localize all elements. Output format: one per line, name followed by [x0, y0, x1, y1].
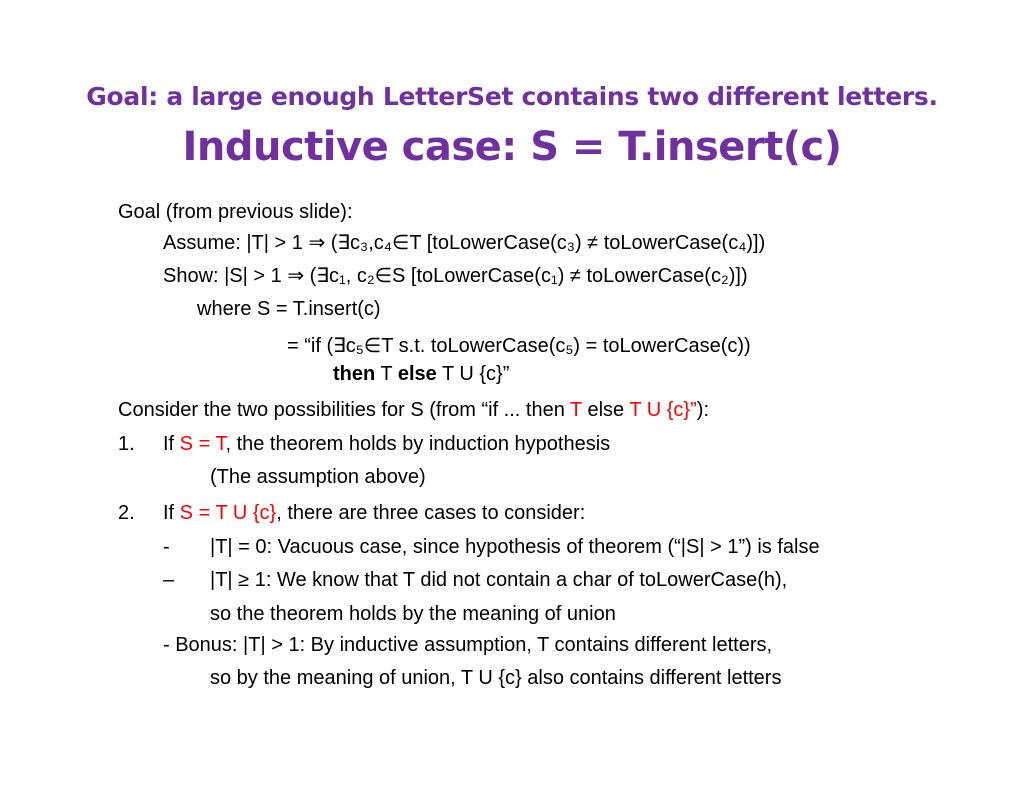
consider-text: Consider the two possibilities for S (from “if ... then [118, 399, 571, 421]
then-else-line [333, 362, 509, 386]
definition-line: = “if (∃c₅∈T s.t. toLowerCase(c₅) = toLowerCase(c)) [287, 335, 751, 357]
consider-else: else [581, 399, 630, 421]
case1-text: , the theorem holds by induction hypothesis [225, 433, 611, 455]
subcase1-text: |T| = 0: Vacuous case, since hypothesis of theorem (“|S| > 1”) is false [210, 536, 820, 558]
bonus-continued: so by the meaning of union, T U {c} also contains different letters [210, 667, 782, 689]
consider-tuc: T U {c}” [629, 399, 697, 421]
subcase2-continued: so the theorem holds by the meaning of union [210, 603, 616, 625]
else-keyword: else [397, 363, 437, 385]
consider-end: ): [696, 399, 709, 421]
slide-title: Inductive case: S = T.insert(c) [182, 124, 842, 170]
case1-number: 1. [118, 433, 135, 455]
case2-if: If [163, 502, 180, 524]
then-keyword: then [333, 363, 376, 385]
consider-t: T [570, 399, 582, 421]
case2-line [163, 501, 585, 525]
else-value: T U {c}” [436, 363, 510, 385]
bonus-line: - Bonus: |T| > 1: By inductive assumption, T contains different letters, [163, 634, 773, 656]
show-line: Show: |S| > 1 ⇒ (∃c₁, c₂∈S [toLowerCase(c₁) ≠ toLowerCase(c₂)]) [163, 265, 748, 287]
case1-line [163, 432, 610, 456]
case2-text: , there are three cases to consider: [276, 502, 586, 524]
case1-note: (The assumption above) [210, 466, 426, 488]
slide-goal-heading: Goal: a large enough LetterSet contains two different letters. [86, 82, 938, 111]
then-value: T [375, 363, 398, 385]
subcase2-text: |T| ≥ 1: We know that T did not contain a char of toLowerCase(h), [210, 569, 788, 591]
case2-number: 2. [118, 502, 135, 524]
consider-line [118, 398, 709, 422]
subcase1-bullet: - [163, 536, 170, 558]
subcase2-bullet: – [163, 569, 175, 591]
case1-condition: S = T [179, 433, 226, 455]
where-line: where S = T.insert(c) [197, 298, 381, 320]
assume-line: Assume: |T| > 1 ⇒ (∃c₃,c₄∈T [toLowerCase(c₃) ≠ toLowerCase(c₄)]) [163, 232, 766, 254]
case1-if: If [163, 433, 180, 455]
case2-condition: S = T U {c} [179, 502, 277, 524]
goal-label: Goal (from previous slide): [118, 201, 353, 223]
